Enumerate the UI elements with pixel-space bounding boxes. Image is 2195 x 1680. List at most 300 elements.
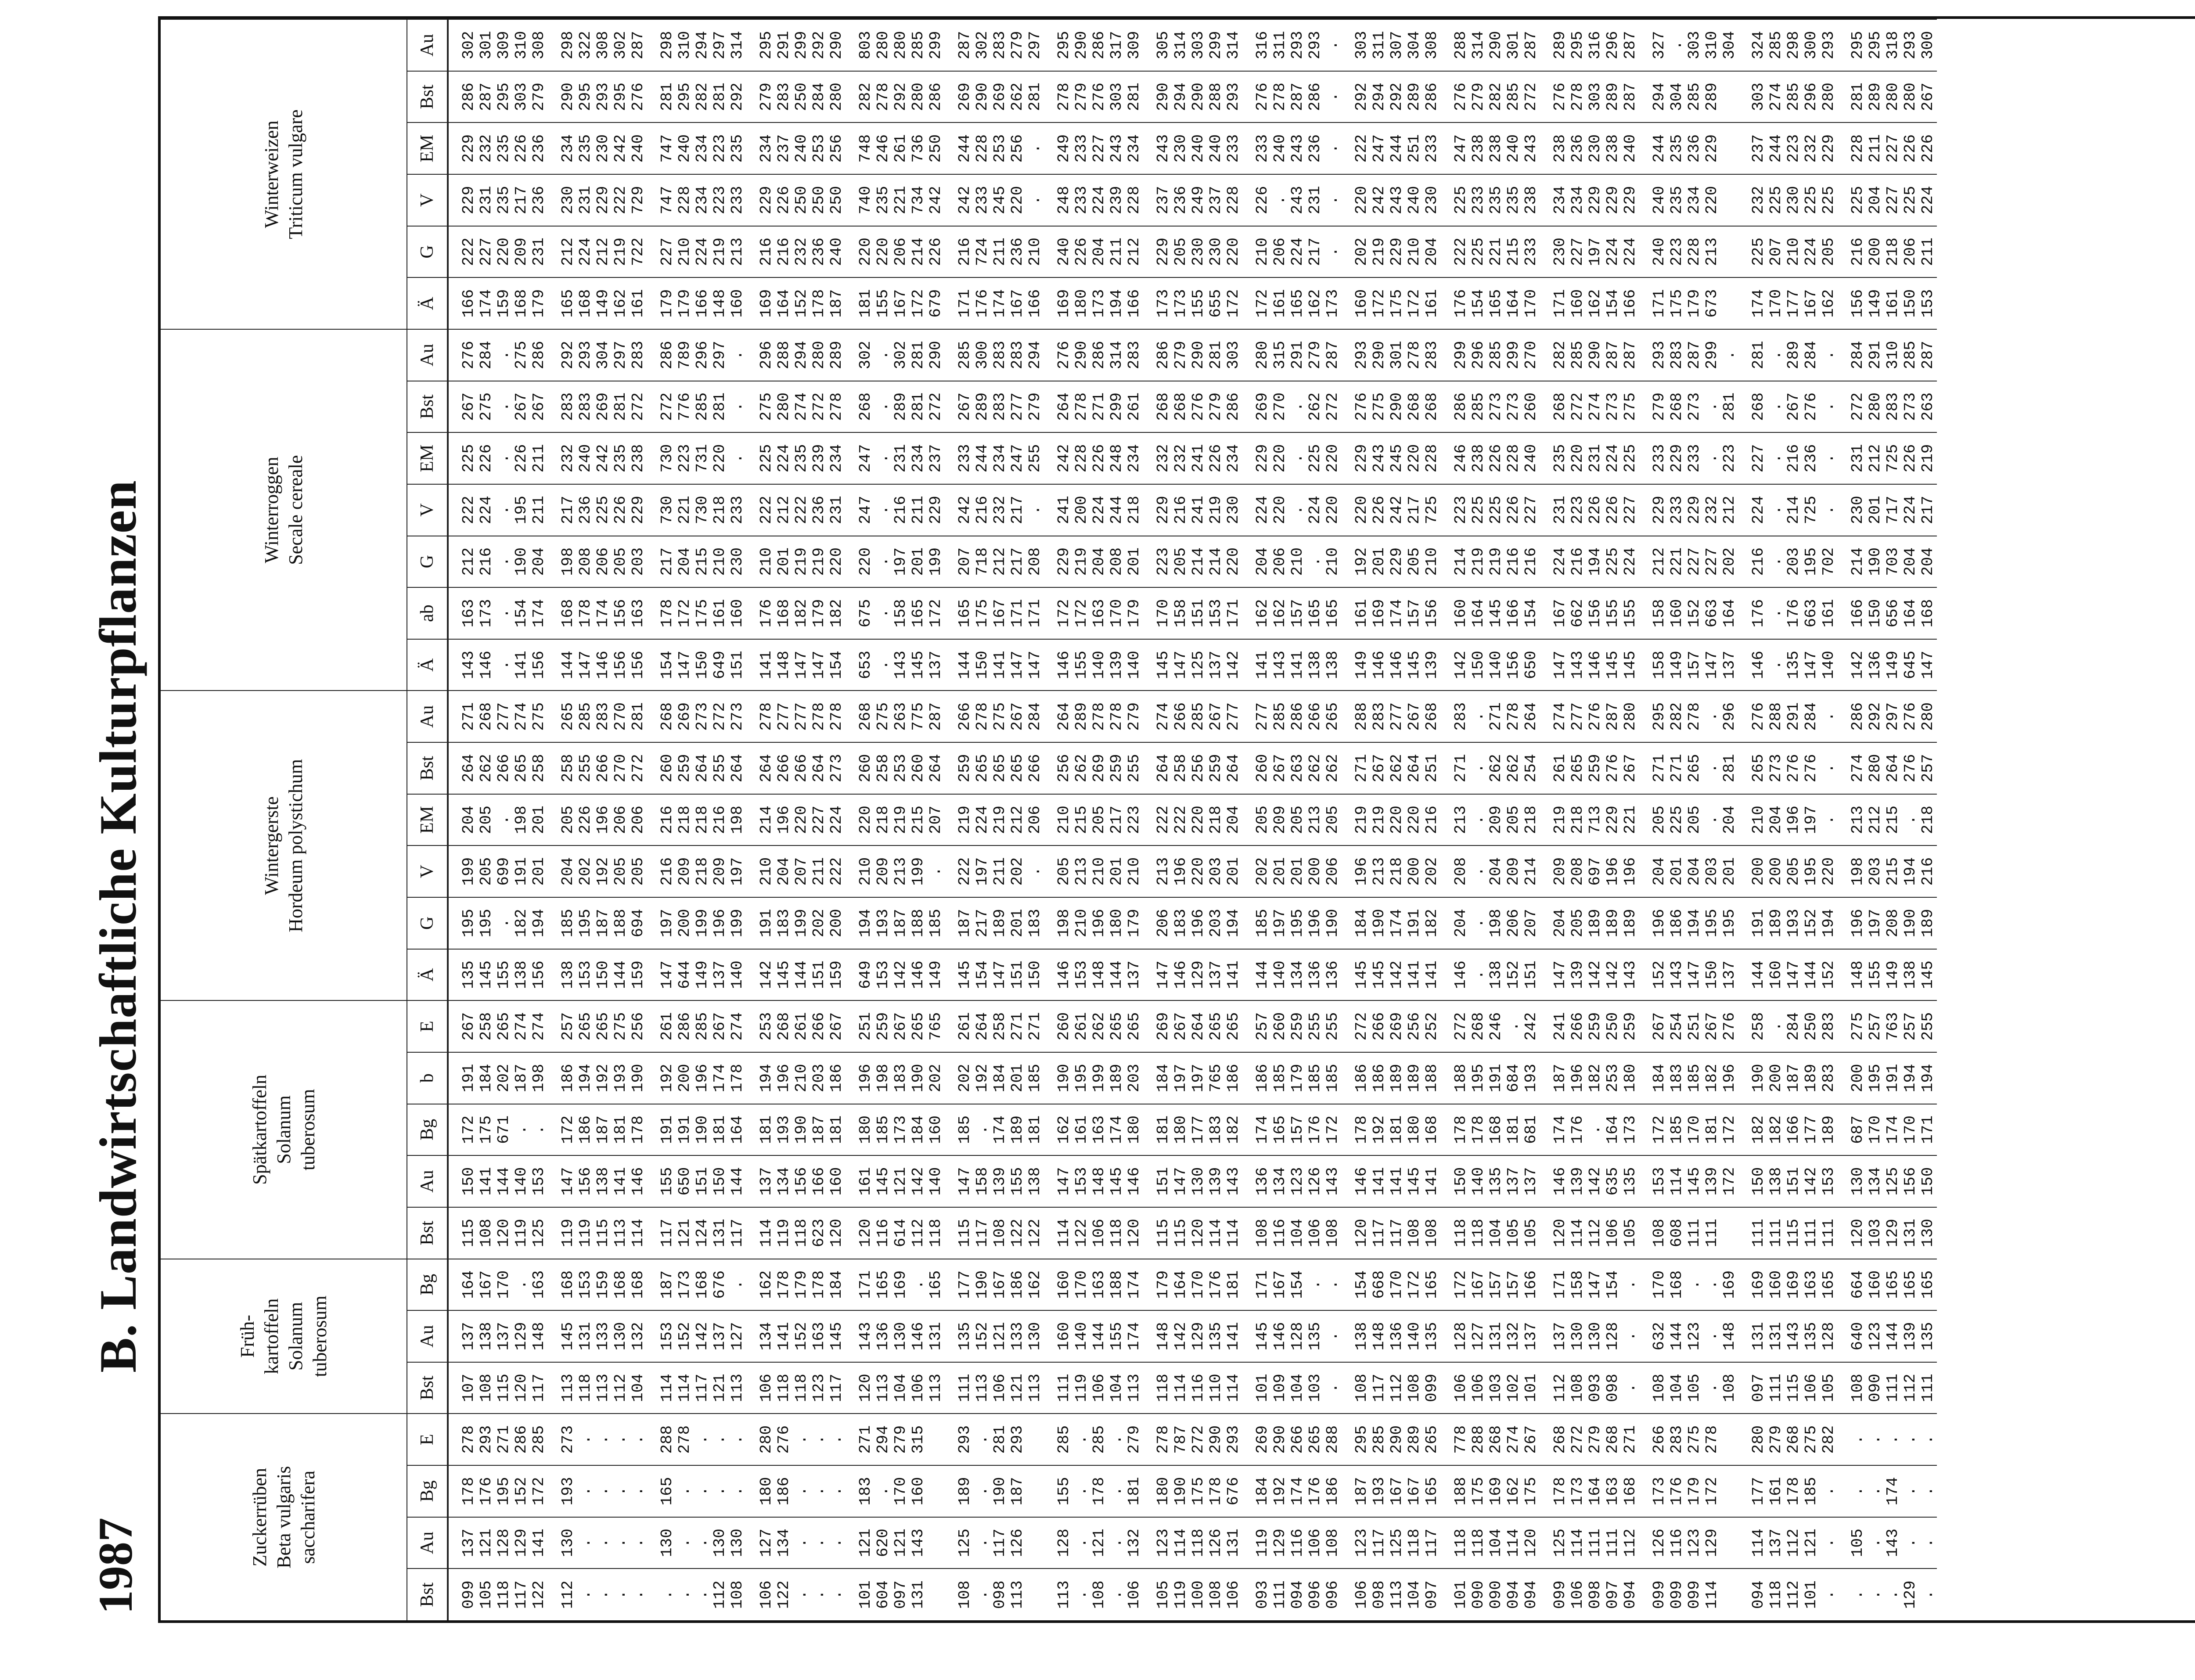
table-row-group: [448, 19, 548, 1620]
table-cell: 289 295 316 296 287: [1540, 19, 1639, 71]
table-cell: 210 215 205 217 223: [1044, 794, 1143, 846]
table-cell: 260 258 253 260 264: [846, 742, 945, 794]
table-row-group: [1242, 19, 1342, 1620]
table-cell: 240 226 204 211 212: [1044, 226, 1143, 278]
table-cell: . . 174 . .: [1838, 1465, 1937, 1517]
table-cell: 198 210 196 180 179: [1044, 897, 1143, 949]
table-cell: 202 219 229 210 204: [1342, 226, 1441, 278]
table-cell: 240 223 228 213: [1639, 226, 1738, 278]
table-cell: 137 138 137 129 148: [448, 1310, 548, 1362]
table-cell: 243 230 240 240 233: [1143, 122, 1242, 174]
table-cell: 196 197 208 190 189: [1838, 897, 1937, 949]
table-cell: 232 240 242 235 238: [548, 432, 647, 484]
table-cell: 293 290 301 278 283: [1342, 329, 1441, 381]
table-cell: 268 269 273 272 273: [647, 691, 746, 742]
table-cell: 282 278 292 280 286: [846, 71, 945, 123]
table-cell: 268 268 276 279 286: [1143, 381, 1242, 433]
table-cell: 178 173 164 163 168: [1540, 1465, 1639, 1517]
table-cell: 237 236 249 237 228: [1143, 174, 1242, 226]
column-header: Bg: [407, 1465, 448, 1517]
table-cell: 145 131 133 130 132: [548, 1310, 647, 1362]
table-cell: 169 180 173 194 166: [1044, 277, 1143, 329]
table-cell: 114 137 112 121 .: [1738, 1517, 1838, 1569]
table-cell: 179 164 170 176 181: [1143, 1259, 1242, 1311]
table-cell: 653 . 143 145 137: [846, 639, 945, 691]
crop-header: Wintergerste Hordeum polystichum: [161, 691, 407, 1000]
table-cell: 118 114 116 110 114: [1143, 1362, 1242, 1414]
table-cell: 220 242 243 240 230: [1342, 174, 1441, 226]
table-cell: 180 190 175 178 676: [1143, 1465, 1242, 1517]
table-row-group: [1441, 19, 1540, 1620]
table-cell: 192 200 196 174 178: [647, 1052, 746, 1104]
table-cell: 202 201 201 200 206: [1242, 845, 1342, 897]
table-cell: 185 195 187 188 694: [548, 897, 647, 949]
table-cell: 177 161 178 185 .: [1738, 1465, 1838, 1517]
table-cell: 162 178 179 178 184: [746, 1259, 846, 1311]
table-cell: 778 288 268 274 267: [1441, 1414, 1540, 1465]
table-cell: 099 106 098 097 094: [1540, 1568, 1639, 1620]
table-cell: 156 149 161 150 153: [1838, 277, 1937, 329]
table-cell: 302 301 309 310 308: [448, 19, 548, 71]
table-cell: 173 176 179 172: [1639, 1465, 1738, 1517]
table-cell: 205 225 205 . 204: [1639, 794, 1738, 846]
column-header: EM: [407, 794, 448, 846]
table-cell: 233 229 233 . 223: [1639, 432, 1738, 484]
table-cell: 198 208 206 205 203: [548, 536, 647, 588]
table-cell: 290 295 293 295 276: [548, 71, 647, 123]
column-header: Bst: [407, 1362, 448, 1414]
table-cell: 260 267 263 262 262: [1242, 742, 1342, 794]
table-cell: 206 183 196 203 194: [1143, 897, 1242, 949]
column-header: Ä: [407, 639, 448, 691]
table-cell: 136 134 123 126 143: [1242, 1155, 1342, 1207]
table-cell: . . . . .: [1838, 1414, 1937, 1465]
table-cell: 222 212 222 236 231: [746, 484, 846, 536]
table-cell: 177 190 167 186 162: [945, 1259, 1044, 1311]
table-cell: 229 232 235 226 236: [448, 122, 548, 174]
table-cell: 106 098 113 104 097: [1342, 1568, 1441, 1620]
table-cell: 115 115 120 114 114: [1143, 1207, 1242, 1259]
column-header: Au: [407, 691, 448, 742]
table-cell: 204 205 . 198 201: [448, 794, 548, 846]
table-cell: 278 277 277 278 278: [746, 691, 846, 742]
crop-header: Winterweizen Triticum vulgare: [161, 19, 407, 329]
column-header: Au: [407, 1517, 448, 1569]
table-cell: 299 296 285 299 270: [1441, 329, 1540, 381]
table-cell: 160 172 175 172 161: [1342, 277, 1441, 329]
table-cell: 185 . 174 189 181: [945, 1104, 1044, 1156]
table-cell: 192 201 229 205 210: [1342, 536, 1441, 588]
table-cell: 730 223 731 220 .: [647, 432, 746, 484]
table-cell: 120 113 104 106 113: [846, 1362, 945, 1414]
table-cell: 276 279 282 285 272: [1441, 71, 1540, 123]
table-cell: 173 173 155 655 172: [1143, 277, 1242, 329]
table-cell: 230 231 229 222 729: [548, 174, 647, 226]
table-cell: 198 203 215 194 216: [1838, 845, 1937, 897]
table-cell: 256 262 269 259 255: [1044, 742, 1143, 794]
table-cell: 212 221 227 227 202: [1639, 536, 1738, 588]
table-cell: 286 789 296 297 .: [647, 329, 746, 381]
table-cell: 200 195 191 194 194: [1838, 1052, 1937, 1104]
table-cell: 108 608 111 111: [1639, 1207, 1738, 1259]
table-cell: 283 283 269 281 272: [548, 381, 647, 433]
table-cell: 316 311 293 293 .: [1242, 19, 1342, 71]
table-cell: 303 311 307 304 308: [1342, 19, 1441, 71]
table-cell: 187 217 189 201 183: [945, 897, 1044, 949]
table-cell: 142 150 140 156 650: [1441, 639, 1540, 691]
table-cell: 114 122 106 118 120: [1044, 1207, 1143, 1259]
table-cell: 286 285 273 273 260: [1441, 381, 1540, 433]
table-row-group: [846, 19, 945, 1620]
column-header: Au: [407, 19, 448, 71]
table-cell: 227 . 216 236 .: [1738, 432, 1838, 484]
table-cell: 258 . 284 250 283: [1738, 1000, 1838, 1052]
table-cell: 242 216 232 217 .: [945, 484, 1044, 536]
table-cell: 225 224 235 239 234: [746, 432, 846, 484]
column-header: V: [407, 174, 448, 226]
column-header: Bst: [407, 1207, 448, 1259]
table-cell: 281 . 289 284 .: [1738, 329, 1838, 381]
column-header: Ä: [407, 277, 448, 329]
table-cell: 267 254 251 267 276: [1639, 1000, 1738, 1052]
table-cell: 234 234 229 229 229: [1540, 174, 1639, 226]
table-cell: 162 162 157 165 165: [1242, 587, 1342, 639]
table-cell: 119 129 116 106 108: [1242, 1517, 1342, 1569]
table-cell: 222 225 221 215 233: [1441, 226, 1540, 278]
table-cell: 264 266 266 264 273: [746, 742, 846, 794]
table-cell: 269 267 264 265 265: [1143, 1000, 1242, 1052]
table-cell: 147 158 139 155 138: [945, 1155, 1044, 1207]
column-header: Ä: [407, 949, 448, 1001]
table-cell: 295 290 286 317 309: [1044, 19, 1143, 71]
table-cell: 179 179 166 148 160: [647, 277, 746, 329]
table-cell: 229 205 230 230 220: [1143, 226, 1242, 278]
table-cell: 280 279 268 275 282: [1738, 1414, 1838, 1465]
table-cell: 181 180 177 183 182: [1143, 1104, 1242, 1156]
table-cell: 649 153 142 146 149: [846, 949, 945, 1001]
table-cell: 146 139 142 635 135: [1540, 1155, 1639, 1207]
table-cell: 184 190 174 191 182: [1342, 897, 1441, 949]
table-cell: 155 650 151 150 144: [647, 1155, 746, 1207]
table-cell: 233 244 234 247 255: [945, 432, 1044, 484]
table-row-group: [647, 19, 746, 1620]
table-cell: 266 278 275 267 284: [945, 691, 1044, 742]
table-cell: 261 264 258 271 271: [945, 1000, 1044, 1052]
table-cell: 229 220 . 225 220: [1242, 432, 1342, 484]
table-cell: 274 277 276 287 280: [1540, 691, 1639, 742]
table-cell: 210 204 207 211 222: [746, 845, 846, 897]
table-cell: 276 284 . 275 286: [448, 329, 548, 381]
table-cell: 232 225 230 225 225: [1738, 174, 1838, 226]
table-cell: 222 224 . 195 211: [448, 484, 548, 536]
table-cell: 213 . 209 205 218: [1441, 794, 1540, 846]
table-cell: 261 265 259 276 267: [1540, 742, 1639, 794]
table-cell: 269 290 269 262 281: [945, 71, 1044, 123]
table-cell: 155 . 178 . 181: [1044, 1465, 1143, 1517]
table-cell: 191 189 193 152 194: [1738, 897, 1838, 949]
table-cell: 108 104 105 . 108: [1639, 1362, 1738, 1414]
table-cell: . . . 112 108: [647, 1568, 746, 1620]
table-cell: 222 222 220 218 204: [1143, 794, 1242, 846]
table-cell: 194 193 187 188 185: [846, 897, 945, 949]
table-cell: 748 246 261 736 250: [846, 122, 945, 174]
table-cell: 280 315 291 279 287: [1242, 329, 1342, 381]
table-cell: 210 209 213 199 .: [846, 845, 945, 897]
table-cell: 271 267 262 264 251: [1342, 742, 1441, 794]
table-cell: 237 244 223 232 229: [1738, 122, 1838, 174]
table-cell: 147 644 149 137 140: [647, 949, 746, 1001]
table-cell: 220 220 206 214 226: [846, 226, 945, 278]
table-cell: 106 118 118 123 117: [746, 1362, 846, 1414]
table-cell: 216 724 211 236 210: [945, 226, 1044, 278]
table-cell: 171 158 147 154 .: [1540, 1259, 1639, 1311]
table-cell: 117 121 124 131 117: [647, 1207, 746, 1259]
table-cell: 229 243 245 220 228: [1342, 432, 1441, 484]
table-cell: 101 090 090 094 094: [1441, 1568, 1540, 1620]
table-cell: 190 195 199 189 203: [1044, 1052, 1143, 1104]
table-cell: 202 192 184 201 185: [945, 1052, 1044, 1104]
table-cell: 222 227 220 209 231: [448, 226, 548, 278]
table-cell: 178 172 175 161 160: [647, 587, 746, 639]
table-cell: 216 209 218 209 197: [647, 845, 746, 897]
table-cell: 152 143 147 150 137: [1639, 949, 1738, 1001]
table-cell: 186 185 179 185 185: [1242, 1052, 1342, 1104]
table-cell: 170 158 151 153 171: [1143, 587, 1242, 639]
table-cell: 147 156 138 141 146: [548, 1155, 647, 1207]
table-cell: 295 295 318 293 300: [1838, 19, 1937, 71]
table-cell: 276 288 291 284 .: [1738, 691, 1838, 742]
table-cell: 181 193 190 187 181: [746, 1104, 846, 1156]
table-cell: 158 149 157 147 137: [1639, 639, 1738, 691]
table-cell: 120 103 129 131 130: [1838, 1207, 1937, 1259]
table-cell: 107 108 115 120 117: [448, 1362, 548, 1414]
table-cell: 640 123 144 139 135: [1838, 1310, 1937, 1362]
table-cell: 290 294 290 288 293: [1143, 71, 1242, 123]
table-cell: 153 114 145 139 172: [1639, 1155, 1738, 1207]
table-cell: 195 195 . 182 194: [448, 897, 548, 949]
table-cell: 187 193 167 167 165: [1342, 1465, 1441, 1517]
table-cell: 176 154 165 164 170: [1441, 277, 1540, 329]
table-cell: 169 160 169 163 165: [1738, 1259, 1838, 1311]
table-cell: 264 278 271 299 261: [1044, 381, 1143, 433]
table-cell: 161 169 174 157 156: [1342, 587, 1441, 639]
table-cell: 196 198 183 190 202: [846, 1052, 945, 1104]
table-cell: 224 216 194 225 224: [1540, 536, 1639, 588]
table-cell: 267 275 . 267 267: [448, 381, 548, 433]
table-cell: 675 . 158 165 172: [846, 587, 945, 639]
table-cell: 747 240 234 223 235: [647, 122, 746, 174]
table-cell: 142 136 149 645 147: [1838, 639, 1937, 691]
table-cell: 216 . 203 195 702: [1738, 536, 1838, 588]
table-cell: 101 604 097 131: [846, 1568, 945, 1620]
table-cell: 664 160 165 165 165: [1838, 1259, 1937, 1311]
table-cell: 146 155 140 139 140: [1044, 639, 1143, 691]
crop-header: Früh- kartoffeln Solanum tuberosum: [161, 1259, 407, 1414]
column-header: Bg: [407, 1259, 448, 1311]
table-cell: 113 118 113 112 104: [548, 1362, 647, 1414]
table-cell: 158 160 152 663 164: [1639, 587, 1738, 639]
table-cell: 197 200 199 196 199: [647, 897, 746, 949]
table-cell: 105 119 100 108 106: [1143, 1568, 1242, 1620]
table-cell: 251 259 267 265 765: [846, 1000, 945, 1052]
table-cell: 278 787 272 290 293: [1143, 1414, 1242, 1465]
table-cell: 120 114 112 106 105: [1540, 1207, 1639, 1259]
table-cell: 144 150 141 147 147: [945, 639, 1044, 691]
table-cell: 242 228 226 248 234: [1044, 432, 1143, 484]
table-cell: 176 . 176 663 161: [1738, 587, 1838, 639]
table-row-group: [1540, 19, 1639, 1620]
table-cell: 180 186 . . .: [746, 1465, 846, 1517]
table-cell: 295 282 278 . 296: [1639, 691, 1738, 742]
table-cell: 163 173 . 154 174: [448, 587, 548, 639]
table-cell: 226 . 243 231 .: [1242, 174, 1342, 226]
table-cell: 171 176 174 167 166: [945, 277, 1044, 329]
column-header: V: [407, 484, 448, 536]
table-cell: 241 200 224 244 218: [1044, 484, 1143, 536]
table-cell: 101 109 104 103 .: [1242, 1362, 1342, 1414]
table-cell: 186 186 189 189 188: [1342, 1052, 1441, 1104]
table-cell: 257 265 265 275 256: [548, 1000, 647, 1052]
table-cell: 287 302 283 279 297: [945, 19, 1044, 71]
table-cell: 209 208 697 196 196: [1540, 845, 1639, 897]
table-cell: 246 238 226 228 240: [1441, 432, 1540, 484]
table-cell: 268 272 279 268 271: [1540, 1414, 1639, 1465]
table-cell: 632 144 123 . 148: [1639, 1310, 1738, 1362]
table-cell: 204 201 204 203 201: [1639, 845, 1738, 897]
table-cell: 099 099 099 114: [1639, 1568, 1738, 1620]
column-header: Bst: [407, 381, 448, 433]
table-cell: 185 197 195 196 190: [1242, 897, 1342, 949]
table-cell: 118 118 104 105 105: [1441, 1207, 1540, 1259]
table-cell: 168 178 174 156 163: [548, 587, 647, 639]
table-cell: 174 170 177 167 162: [1738, 277, 1838, 329]
table-cell: 137 121 128 129 141: [448, 1517, 548, 1569]
table-cell: 305 314 303 299 314: [1143, 19, 1242, 71]
table-cell: 166 150 656 164 168: [1838, 587, 1937, 639]
table-cell: 205 209 205 213 205: [1242, 794, 1342, 846]
table-row-group: [1738, 19, 1838, 1620]
table-cell: 292 294 292 289 286: [1342, 71, 1441, 123]
table-cell: 196 213 218 200 202: [1342, 845, 1441, 897]
table-cell: 276 278 287 286 .: [1242, 71, 1342, 123]
column-header-row: [407, 19, 448, 1620]
table-cell: 214 190 703 204 204: [1838, 536, 1937, 588]
table-cell: 225 233 235 235 238: [1441, 174, 1540, 226]
table-cell: 214 196 220 227 224: [746, 794, 846, 846]
table-cell: 123 114 118 126 131: [1143, 1517, 1242, 1569]
table-cell: 174 176 . 164 173: [1540, 1104, 1639, 1156]
table-cell: 200 200 205 195 220: [1738, 845, 1838, 897]
table-cell: 285 . 285 . 279: [1044, 1414, 1143, 1465]
table-cell: 194 196 210 203 186: [746, 1052, 846, 1104]
table-cell: 247 . 216 211 229: [846, 484, 945, 536]
table-cell: 169 164 152 178 187: [746, 277, 846, 329]
table-cell: 253 268 261 266 267: [746, 1000, 846, 1052]
table-cell: 171 165 169 . 165: [846, 1259, 945, 1311]
table-cell: 172 186 187 181 178: [548, 1104, 647, 1156]
table-body: [448, 19, 1937, 1620]
table-cell: 235 220 231 224 225: [1540, 432, 1639, 484]
phenology-table: [158, 16, 2195, 1623]
table-cell: 144 140 134 136 136: [1242, 949, 1342, 1001]
table-cell: 144 147 146 156 156: [548, 639, 647, 691]
table-cell: 269 290 266 265 288: [1242, 1414, 1342, 1465]
table-cell: 106 106 103 102 101: [1441, 1362, 1540, 1414]
table-cell: 172 167 157 157 166: [1441, 1259, 1540, 1311]
table-cell: 278 293 271 286 285: [448, 1414, 548, 1465]
table-cell: 094 118 112 101 .: [1738, 1568, 1838, 1620]
table-cell: 264 289 278 278 279: [1044, 691, 1143, 742]
table-cell: 154 147 150 649 151: [647, 639, 746, 691]
table-cell: 147 139 142 142 143: [1540, 949, 1639, 1001]
table-row-group: [746, 19, 846, 1620]
table-cell: 223 205 214 214 220: [1143, 536, 1242, 588]
table-row-group: [1143, 19, 1242, 1620]
table-cell: 108 . 098 113: [945, 1568, 1044, 1620]
table-cell: 219 224 219 212 206: [945, 794, 1044, 846]
table-cell: 186 194 192 193 190: [548, 1052, 647, 1104]
table-cell: 222 247 244 251 233: [1342, 122, 1441, 174]
table-cell: 188 195 191 684 193: [1441, 1052, 1540, 1104]
table-cell: 143 146 . 141 156: [448, 639, 548, 691]
table-cell: 146 . 138 152 151: [1441, 949, 1540, 1001]
table-cell: 249 233 227 243 234: [1044, 122, 1143, 174]
table-cell: 248 233 224 239 228: [1044, 174, 1143, 226]
table-cell: 260 259 264 255 264: [647, 742, 746, 794]
table-cell: 111 119 106 104 113: [1044, 1362, 1143, 1414]
table-cell: 234 237 240 253 256: [746, 122, 846, 174]
table-cell: 125 114 111 111 112: [1540, 1517, 1639, 1569]
table-cell: 288 278 . . .: [647, 1414, 746, 1465]
table-cell: 231 223 226 226 227: [1540, 484, 1639, 536]
table-cell: 147 143 146 145 145: [1540, 639, 1639, 691]
table-cell: 184 192 174 176 186: [1242, 1465, 1342, 1517]
table-cell: 184 197 197 765 186: [1143, 1052, 1242, 1104]
table-cell: 097 111 115 106 105: [1738, 1362, 1838, 1414]
table-cell: 286 279 290 281 303: [1143, 329, 1242, 381]
table-cell: 145 154 147 151 150: [945, 949, 1044, 1001]
table-cell: 160 170 163 188 174: [1044, 1259, 1143, 1311]
table-cell: 093 111 094 096 096: [1242, 1568, 1342, 1620]
table-cell: 279 268 273 . 281: [1639, 381, 1738, 433]
table-cell: 225 226 . 226 211: [448, 432, 548, 484]
table-cell: 142 145 144 151 159: [746, 949, 846, 1001]
table-cell: 137 130 130 128 .: [1540, 1310, 1639, 1362]
table-cell: 229 233 229 232 212: [1639, 484, 1738, 536]
column-header: E: [407, 1414, 448, 1465]
table-cell: 220 218 219 215 207: [846, 794, 945, 846]
column-header: G: [407, 226, 448, 278]
table-cell: 114 114 117 121 113: [647, 1362, 746, 1414]
table-cell: 265 285 283 270 281: [548, 691, 647, 742]
table-cell: 276 290 286 314 283: [1044, 329, 1143, 381]
table-cell: 285 300 283 283 294: [945, 329, 1044, 381]
table-cell: 145 145 142 141 141: [1342, 949, 1441, 1001]
table-cell: 231 212 725 226 219: [1838, 432, 1937, 484]
table-cell: 105 . 143 . .: [1838, 1517, 1937, 1569]
table-cell: 268 . 289 281 272: [846, 381, 945, 433]
table-cell: 172 185 170 181 172: [1639, 1104, 1738, 1156]
table-cell: 268 275 263 775 287: [846, 691, 945, 742]
table-row-group: [945, 19, 1044, 1620]
table-cell: 115 108 120 119 125: [448, 1207, 548, 1259]
table-cell: 183 . 170 160: [846, 1465, 945, 1517]
column-header: G: [407, 897, 448, 949]
table-cell: 275 257 763 257 255: [1838, 1000, 1937, 1052]
table-cell: 191 183 199 202 200: [746, 897, 846, 949]
table-cell: 247 238 238 240 243: [1441, 122, 1540, 174]
table-cell: 167 662 156 155 155: [1540, 587, 1639, 639]
